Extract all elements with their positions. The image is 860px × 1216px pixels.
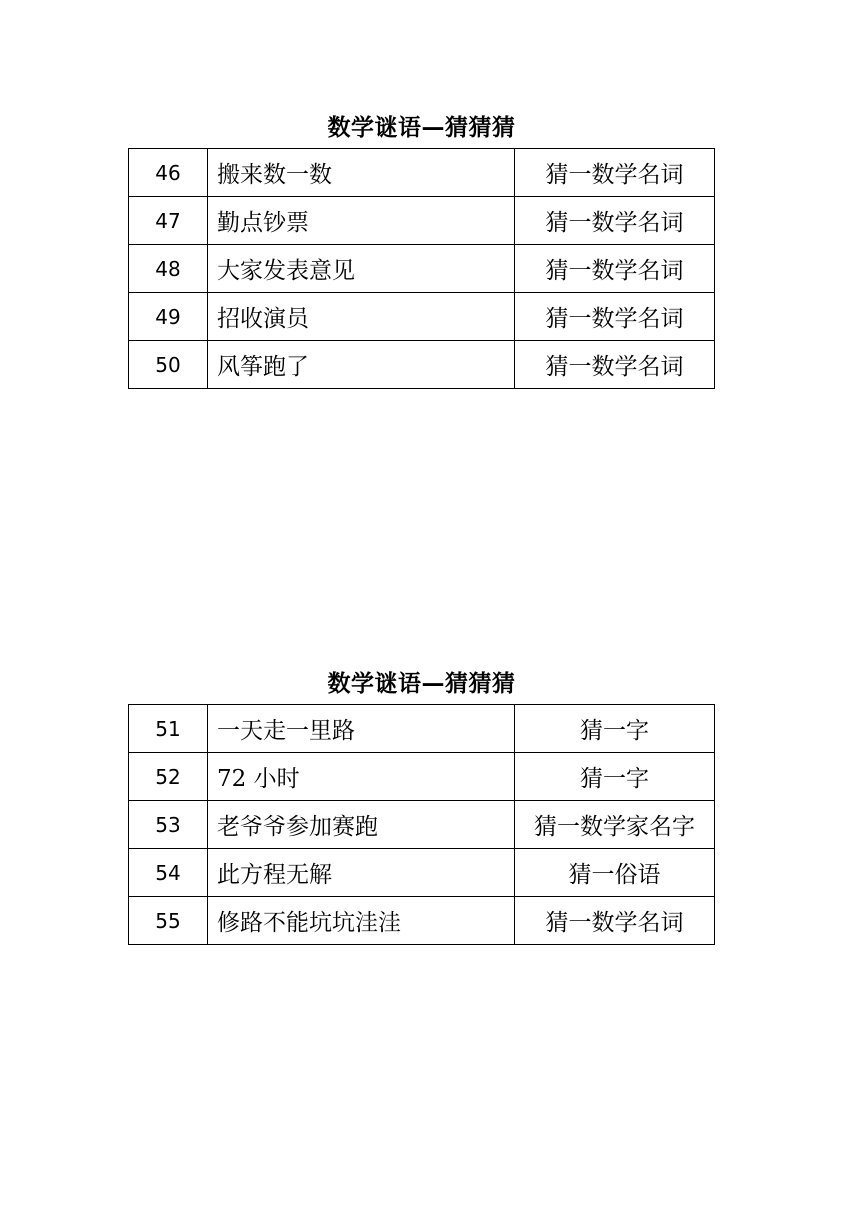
riddle-number: 47: [129, 197, 208, 245]
riddle-section-2: [128, 664, 715, 945]
riddle-category: 猜一数学名词: [515, 897, 715, 945]
riddle-text: 一天走一里路: [208, 705, 515, 753]
table-row: [129, 341, 715, 389]
riddle-text: 修路不能坑坑洼洼: [208, 897, 515, 945]
riddle-number: 49: [129, 293, 208, 341]
table-row: [129, 245, 715, 293]
riddle-number: 55: [129, 897, 208, 945]
riddle-text: 此方程无解: [208, 849, 515, 897]
riddle-number: 46: [129, 149, 208, 197]
riddle-text: 勤点钞票: [208, 197, 515, 245]
riddle-number: 51: [129, 705, 208, 753]
riddle-number: 50: [129, 341, 208, 389]
riddle-category: 猜一数学名词: [515, 149, 715, 197]
riddle-number: 52: [129, 753, 208, 801]
riddle-text: 搬来数一数: [208, 149, 515, 197]
section-title: 数学谜语—猜猜猜: [327, 115, 516, 141]
riddle-number: 53: [129, 801, 208, 849]
riddle-text: 72 小时: [208, 753, 515, 801]
table-row: [129, 705, 715, 753]
riddle-category: 猜一数学家名字: [515, 801, 715, 849]
riddle-section-1: [128, 108, 715, 389]
riddle-text: 风筝跑了: [208, 341, 515, 389]
table-row: [129, 897, 715, 945]
riddle-category: 猜一数学名词: [515, 293, 715, 341]
riddle-text: 老爷爷参加赛跑: [208, 801, 515, 849]
riddle-table: [128, 704, 715, 945]
table-row: [129, 849, 715, 897]
table-row: [129, 753, 715, 801]
table-row: [129, 293, 715, 341]
riddle-table: [128, 148, 715, 389]
riddle-number: 48: [129, 245, 208, 293]
riddle-category: 猜一数学名词: [515, 341, 715, 389]
riddle-category: 猜一俗语: [515, 849, 715, 897]
section-title: 数学谜语—猜猜猜: [327, 671, 516, 697]
riddle-text: 招收演员: [208, 293, 515, 341]
table-row: [129, 801, 715, 849]
riddle-category: 猜一字: [515, 705, 715, 753]
riddle-category: 猜一数学名词: [515, 197, 715, 245]
riddle-number: 54: [129, 849, 208, 897]
table-row: [129, 197, 715, 245]
riddle-category: 猜一数学名词: [515, 245, 715, 293]
table-row: [129, 149, 715, 197]
riddle-category: 猜一字: [515, 753, 715, 801]
riddle-text: 大家发表意见: [208, 245, 515, 293]
